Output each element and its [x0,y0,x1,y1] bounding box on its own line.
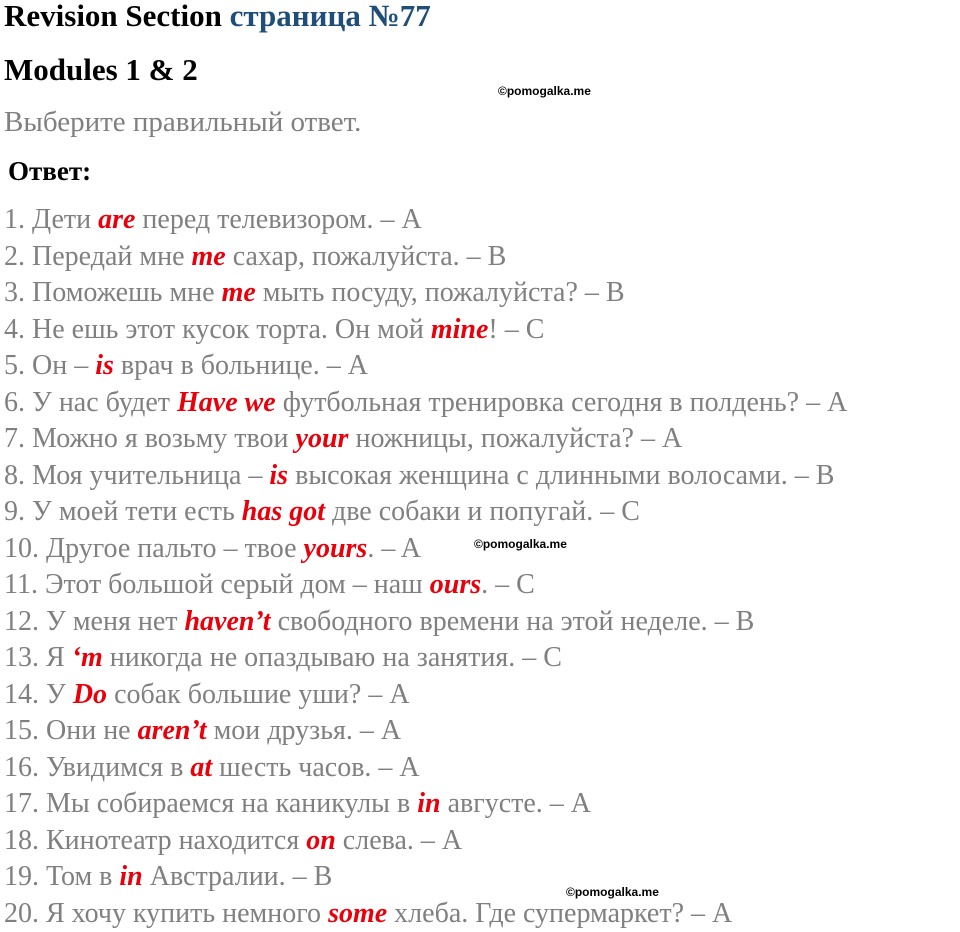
answer-highlight: is [95,350,114,381]
answer-item [4,421,847,458]
answer-highlight: haven’t [184,606,270,637]
answer-highlight: has got [242,496,325,527]
answer-text-before: 16. Увидимся в [4,752,190,783]
answer-text-before: 19. Том в [4,861,119,892]
answer-highlight: in [417,788,440,819]
answer-text-before: 2. Передай мне [4,241,192,272]
answer-text-after: перед телевизором. – A [135,204,421,235]
answer-item [4,823,847,860]
answer-highlight: me [222,277,256,308]
answer-text-before: 3. Поможешь мне [4,277,222,308]
answer-highlight: are [98,204,135,235]
answer-item [4,348,847,385]
answer-item [4,640,847,677]
answer-text-before: 13. Я [4,642,72,673]
answer-item [4,713,847,750]
task-instruction: Выберите правильный ответ. [4,106,361,139]
answer-text-before: 15. Они не [4,715,138,746]
answer-highlight: at [190,752,212,783]
answer-text-before: 14. У [4,679,73,710]
answer-heading: Ответ: [8,156,91,187]
answer-text-before: 5. Он – [4,350,95,381]
answer-item [4,275,847,312]
answer-highlight: your [296,423,349,454]
answer-item [4,604,847,641]
answer-highlight: some [328,898,387,929]
watermark: ©pomogalka.me [474,537,567,551]
answer-text-before: 11. Этот большой серый дом – наш [4,569,430,600]
answer-item [4,494,847,531]
answer-text-before: 10. Другое пальто – твое [4,533,304,564]
answer-highlight: ours [430,569,481,600]
answer-item [4,312,847,349]
answer-text-before: 9. У моей тети есть [4,496,242,527]
watermark: ©pomogalka.me [498,84,591,98]
answer-highlight: aren’t [138,715,207,746]
answer-highlight: ‘m [72,642,103,673]
answer-text-after: слева. – A [336,825,462,856]
answer-text-after: мыть посуду, пожалуйста? – B [256,277,625,308]
answer-highlight: Do [73,679,107,710]
answer-text-after: высокая женщина с длинными волосами. – B [288,460,834,491]
answer-text-after: ! – C [488,314,544,345]
answer-highlight: me [192,241,226,272]
answer-text-after: футбольная тренировка сегодня в полдень? – A [276,387,848,418]
answer-item [4,531,847,568]
answer-highlight: yours [304,533,368,564]
watermark: ©pomogalka.me [566,885,659,899]
answer-item [4,385,847,422]
answer-text-after: ножницы, пожалуйста? – A [348,423,682,454]
answer-text-after: свободного времени на этой неделе. – B [271,606,755,637]
answer-highlight: is [269,460,288,491]
answer-text-before: 18. Кинотеатр находится [4,825,306,856]
answer-item [4,567,847,604]
answer-highlight: mine [431,314,489,345]
answer-text-before: 12. У меня нет [4,606,184,637]
answer-text-after: сахар, пожалуйста. – B [226,241,507,272]
answer-highlight: in [119,861,142,892]
answer-text-after: врач в больнице. – A [114,350,368,381]
answer-text-after: собак большие уши? – A [107,679,410,710]
answer-text-after: никогда не опаздываю на занятия. – C [103,642,562,673]
answer-item [4,859,847,896]
answer-highlight: on [306,825,336,856]
answer-text-before: 17. Мы собираемся на каникулы в [4,788,417,819]
answer-text-before: 4. Не ешь этот кусок торта. Он мой [4,314,431,345]
answer-text-after: мои друзья. – A [207,715,402,746]
answer-text-after: . – A [367,533,421,564]
answer-text-before: 1. Дети [4,204,98,235]
page-title [4,0,431,34]
answer-text-after: шесть часов. – A [212,752,420,783]
answer-item [4,458,847,495]
answer-list [4,202,847,932]
answer-text-after: августе. – A [441,788,591,819]
answer-text-before: 20. Я хочу купить немного [4,898,328,929]
answer-text-after: . – C [481,569,535,600]
answer-item [4,202,847,239]
answer-item [4,896,847,932]
answer-text-after: хлеба. Где супермаркет? – A [387,898,732,929]
answer-text-after: Австралии. – B [143,861,333,892]
modules-subtitle: Modules 1 & 2 [4,52,198,88]
answer-item [4,239,847,276]
answer-text-before: 7. Можно я возьму твои [4,423,296,454]
answer-item [4,786,847,823]
answer-item [4,750,847,787]
answer-highlight: Have we [177,387,276,418]
title-main: Revision Section [4,0,222,33]
title-page-number: страница №77 [230,0,431,33]
answer-text-before: 8. Моя учительница – [4,460,269,491]
answer-text-after: две собаки и попугай. – C [325,496,640,527]
answer-item [4,677,847,714]
answer-text-before: 6. У нас будет [4,387,177,418]
